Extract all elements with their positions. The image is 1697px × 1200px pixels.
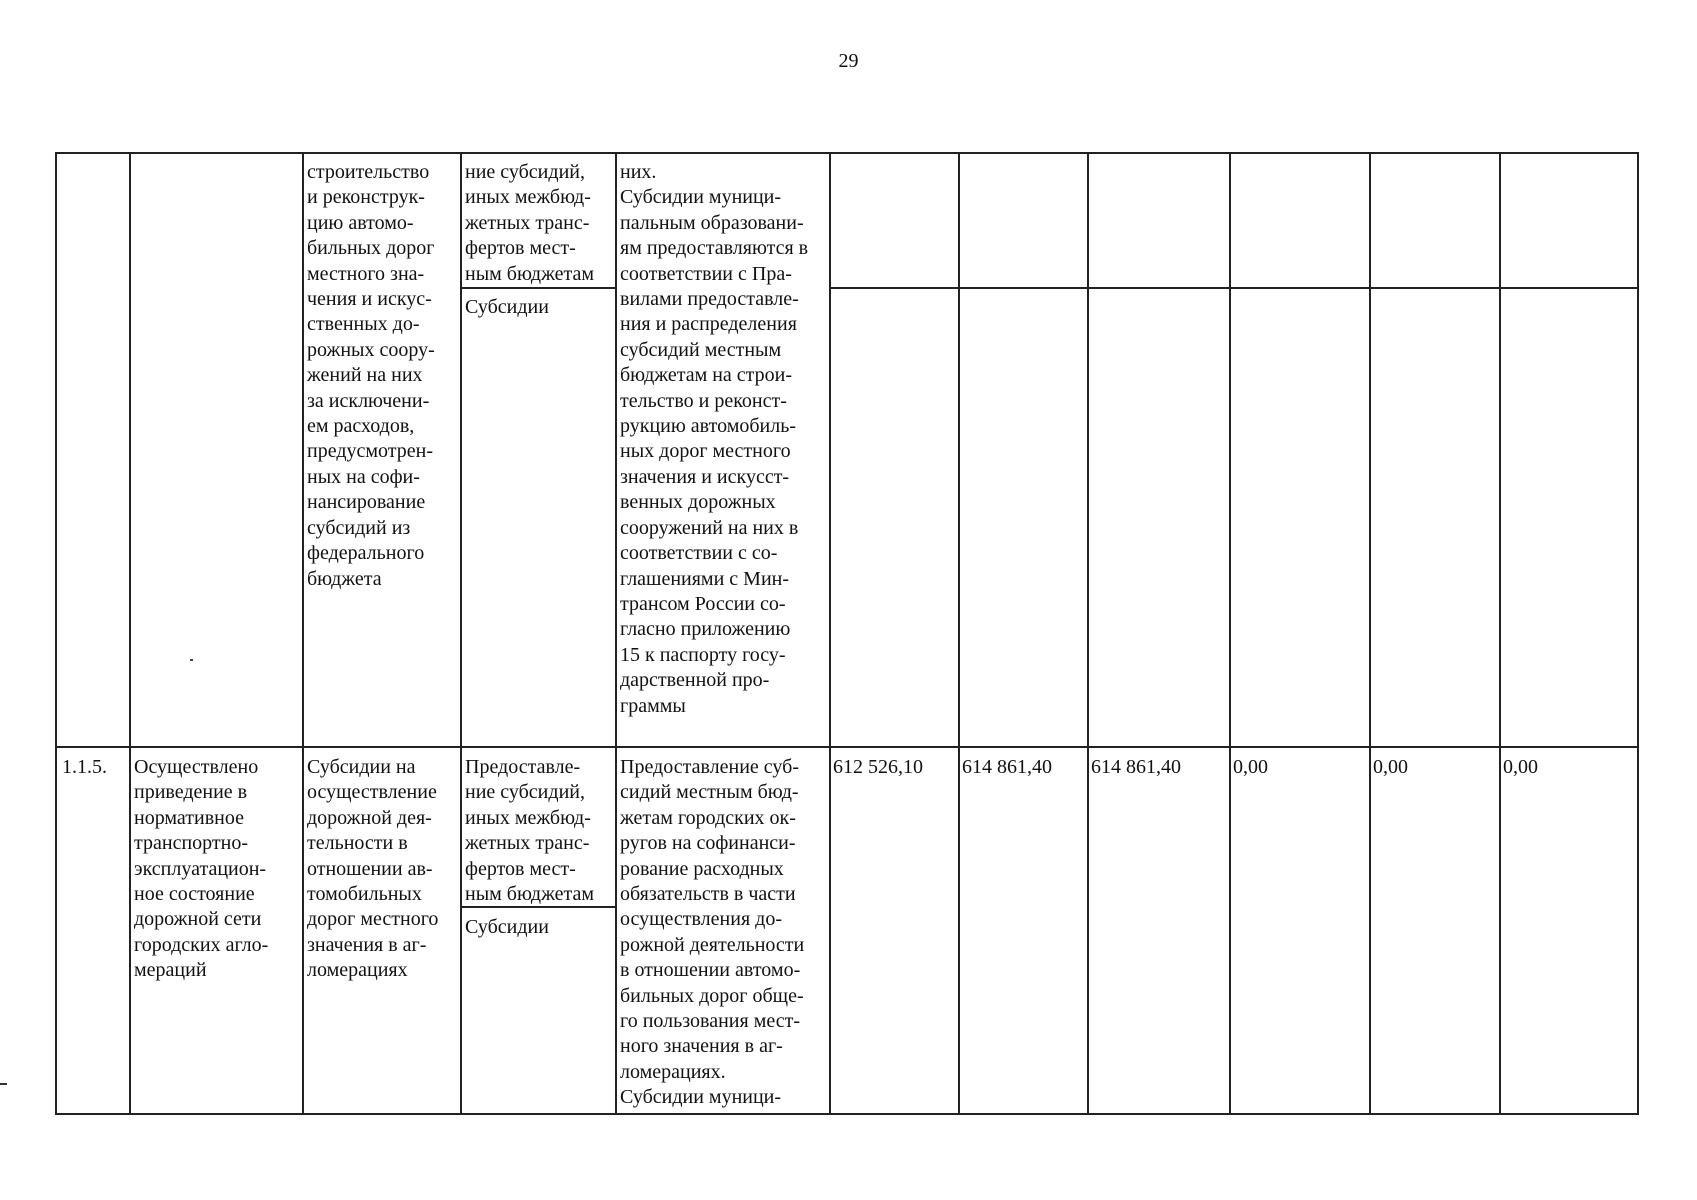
type-subsidy-continued: Субсидии xyxy=(465,296,549,318)
value-cell: 612 526,10 xyxy=(833,756,923,778)
row-divider xyxy=(460,287,615,289)
col-divider xyxy=(958,154,960,1113)
value-cell: 614 861,40 xyxy=(962,756,1052,778)
type-subsidy: Субсидии xyxy=(465,916,549,938)
row-number: 1.1.5. xyxy=(62,756,107,778)
col-divider xyxy=(1369,154,1371,1113)
type-cell: Предоставле- ние субсидий, иных межбюд- жетных транс- фертов мест- ным бюджетам xyxy=(465,756,595,906)
description-cell-continued: них. Субсидии муници- пальным образовани- ям предоставляются в соответствии с Пра- вилами предоставле- ния и распределения субсидий местным бюджетам на строи- тельство и реконст- рукцию автомобиль- ных дорог местного значения и искусст- венных дорожных сооружений на них в соответствии с со- глашениями с Мин- трансом России со- гласно приложению 15 к паспорту госу- дарственной про- граммы xyxy=(620,161,809,717)
row-divider xyxy=(829,287,1637,289)
scan-speck xyxy=(190,659,193,661)
row-divider xyxy=(57,746,1637,748)
col-divider xyxy=(1499,154,1501,1113)
measure-cell: Субсидии на осуществление дорожной дея- тельности в отношении ав- томобильных дорог местного значения в аг- ломерациях xyxy=(307,756,439,982)
value-cell: 0,00 xyxy=(1373,756,1408,778)
budget-table xyxy=(55,152,1639,1115)
col-divider xyxy=(129,154,131,1113)
col-divider xyxy=(1087,154,1089,1113)
value-cell: 0,00 xyxy=(1503,756,1538,778)
edge-mark xyxy=(0,1083,7,1085)
col-divider xyxy=(302,154,304,1113)
value-cell: 614 861,40 xyxy=(1091,756,1181,778)
description-cell: Предоставление суб- сидий местным бюд- жетам городских ок- ругов на софинанси- рование расходных обязательств в части осуществления до- рожной деятельности в отношении автомо- бильных дорог обще- го пользования мест- ного значения в аг- ломерациях. Субсидии муници- xyxy=(620,756,805,1109)
col-divider xyxy=(1229,154,1231,1113)
value-cell: 0,00 xyxy=(1233,756,1268,778)
page-number: 29 xyxy=(838,50,859,72)
col-divider xyxy=(829,154,831,1113)
measure-cell-continued: строительство и реконструк- цию автомо- бильных дорог местного зна- чения и искус- ственных до- рожных соору- жений на них за исключени- ем расходов, предусмотрен- ных на софи- нансирование субсидий из федерального бюджета xyxy=(307,161,435,590)
col-divider xyxy=(615,154,617,1113)
type-cell-continued: ние субсидий, иных межбюд- жетных транс- фертов мест- ным бюджетам xyxy=(465,161,595,285)
col-divider xyxy=(460,154,462,1113)
result-cell: Осуществлено приведение в нормативное транспортно- эксплуатацион- ное состояние дорожной сети городских агло- мераций xyxy=(134,756,269,982)
